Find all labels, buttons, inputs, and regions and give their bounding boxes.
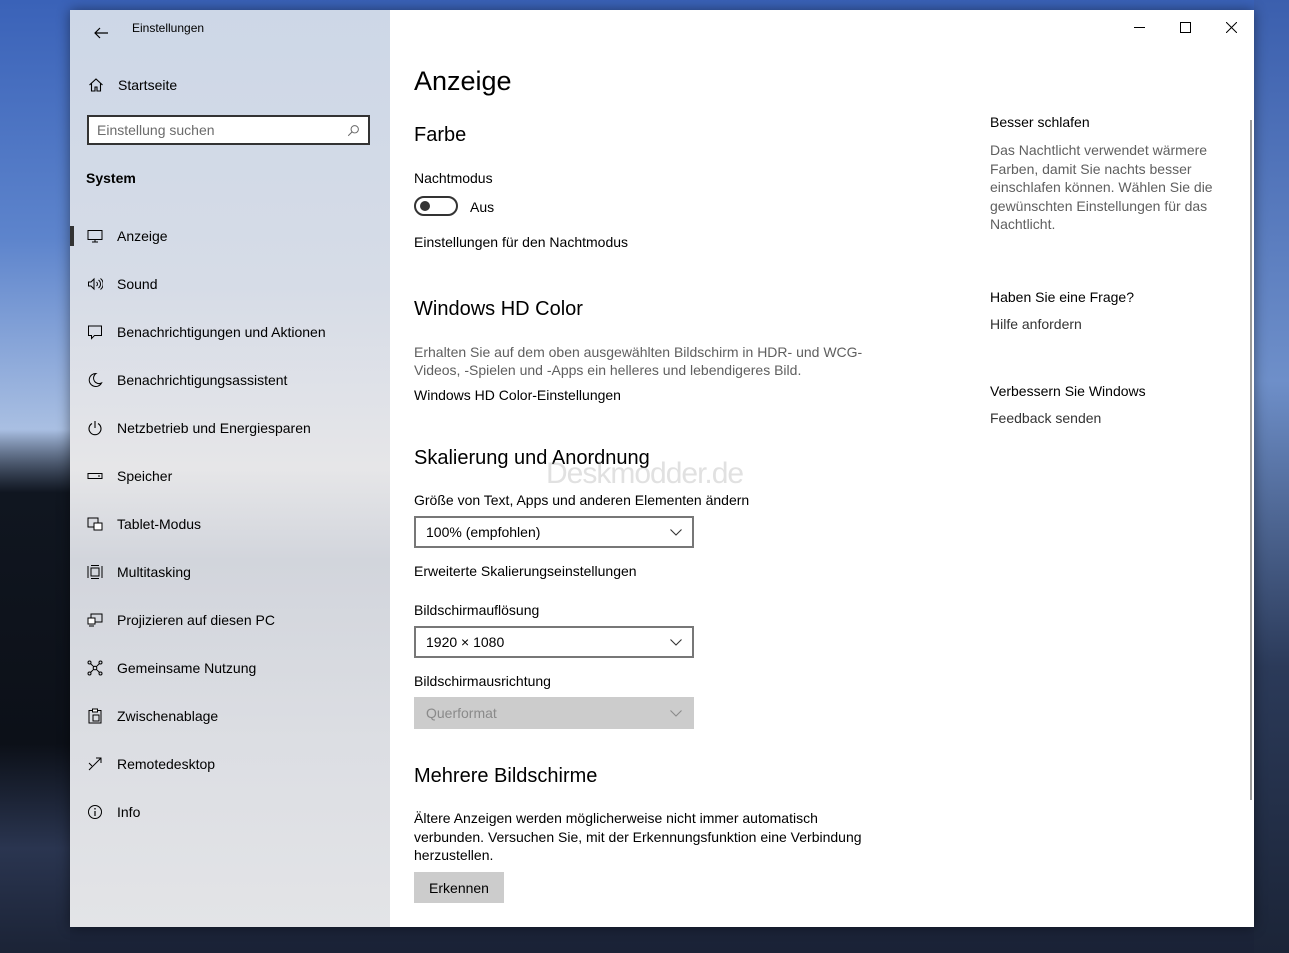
multi-heading: Mehrere Bildschirme [414,765,598,787]
orientation-dropdown [414,697,694,729]
nightmode-toggle[interactable] [414,196,458,216]
multi-description-line1: Ältere Anzeigen werden möglicherweise nicht immer automatisch [414,810,818,826]
power-icon [85,418,105,438]
size-dropdown[interactable] [414,516,694,548]
resolution-label: Bildschirmauflösung [414,602,540,618]
project-icon [85,610,105,630]
storage-icon [85,466,105,486]
sidebar-item-netzbetrieb[interactable] [70,404,390,452]
improve-heading: Verbessern Sie Windows [990,383,1146,399]
hdr-settings-link[interactable]: Windows HD Color-Einstellungen [414,387,621,403]
scrollbar[interactable] [1250,120,1252,800]
settings-window [70,10,1254,927]
orientation-dropdown-value: Querformat [426,705,497,721]
desktop-wallpaper-right [1254,0,1289,953]
search-input[interactable] [89,121,344,139]
size-label: Größe von Text, Apps und anderen Elementen ändern [414,492,750,508]
feedback-link[interactable]: Feedback senden [990,410,1102,426]
sidebar-item-benachrichtigungsassistent[interactable] [70,356,390,404]
sidebar-item-tablet-modus[interactable] [70,500,390,548]
sidebar-item-home[interactable] [70,70,390,100]
monitor-icon [85,226,105,246]
sidebar-item-label: Info [117,804,141,820]
sidebar-item-label: Projizieren auf diesen PC [117,612,275,628]
sidebar-item-projizieren[interactable] [70,596,390,644]
home-icon [86,75,106,95]
scaling-heading: Skalierung und Anordnung [414,447,650,469]
close-button[interactable] [1208,10,1254,44]
minimize-icon [1134,22,1145,33]
maximize-button[interactable] [1162,10,1208,44]
page-title: Anzeige [414,66,512,96]
sidebar-item-anzeige[interactable] [70,212,390,260]
sidebar-item-label: Tablet-Modus [117,516,202,532]
clipboard-icon [85,706,105,726]
sidebar-item-label: Sound [117,276,158,292]
chevron-down-icon [668,705,684,721]
multitasking-icon [85,562,105,582]
speaker-icon [85,274,105,294]
orientation-label: Bildschirmausrichtung [414,673,551,689]
farbe-heading: Farbe [414,124,467,146]
nightmode-toggle-state: Aus [470,199,495,215]
sidebar-item-label: Netzbetrieb und Energiesparen [117,420,311,436]
tablet-icon [85,514,105,534]
main-content [390,10,1254,927]
help-link[interactable]: Hilfe anfordern [990,316,1082,332]
sidebar-item-label: Benachrichtigungen und Aktionen [117,324,326,340]
minimize-button[interactable] [1116,10,1162,44]
section-label: System [86,170,136,186]
info-icon [85,802,105,822]
sidebar-item-label: Zwischenablage [117,708,219,724]
moon-icon [85,370,105,390]
sidebar-item-remotedesktop[interactable] [70,740,390,788]
sidebar-nav [70,212,390,836]
sidebar-item-sound[interactable] [70,260,390,308]
sidebar-item-speicher[interactable] [70,452,390,500]
size-dropdown-value: 100% (empfohlen) [426,524,541,540]
multi-description-line2: verbunden. Versuchen Sie, mit der Erkennungsfunktion eine Verbindung [414,829,862,845]
nightmode-settings-link[interactable]: Einstellungen für den Nachtmodus [414,234,629,250]
detect-button[interactable]: Erkennen [414,872,504,903]
chevron-down-icon [668,524,684,540]
share-icon [85,658,105,678]
hdr-heading: Windows HD Color [414,298,583,320]
sidebar-item-gemeinsame-nutzung[interactable] [70,644,390,692]
nightmode-label: Nachtmodus [414,170,493,186]
sidebar-item-benachrichtigungen[interactable] [70,308,390,356]
resolution-dropdown-value: 1920 × 1080 [426,634,505,650]
sleep-heading: Besser schlafen [990,114,1090,130]
sidebar-item-label: Benachrichtigungsassistent [117,372,288,388]
hdr-description-line1: Erhalten Sie auf dem oben ausgewählten Bildschirm in HDR- und WCG- [414,344,863,360]
desktop-wallpaper-left [0,430,70,953]
close-icon [1226,22,1237,33]
arrow-left-icon [93,25,109,41]
hdr-description-line2: Videos, -Spielen und -Apps ein helleres und lebendigeres Bild. [414,362,802,378]
maximize-icon [1180,22,1191,33]
window-caption-buttons [1116,10,1254,44]
sidebar-item-zwischenablage[interactable] [70,692,390,740]
back-button[interactable] [84,16,118,50]
chevron-down-icon [668,634,684,650]
sidebar-item-label: Anzeige [117,228,168,244]
sidebar-item-label: Speicher [117,468,173,484]
home-label: Startseite [118,77,178,93]
sidebar-item-label: Gemeinsame Nutzung [117,660,257,676]
multi-description-line3: herzustellen. [414,847,494,863]
sidebar-item-label: Remotedesktop [117,756,216,772]
remote-icon [85,754,105,774]
app-title: Einstellungen [132,21,205,35]
question-heading: Haben Sie eine Frage? [990,289,1134,305]
sidebar-item-multitasking[interactable] [70,548,390,596]
watermark: Deskmodder.de [546,457,744,490]
sidebar [70,10,390,927]
message-icon [85,322,105,342]
search-box [87,115,370,145]
sleep-text: Das Nachtlicht verwendet wärmere Farben, damit Sie nachts besser einschlafen können. Wählen Sie die gewünschten Einstellungen für das Nachtlicht. [990,142,1213,232]
search-icon[interactable] [344,121,362,139]
advanced-scaling-link[interactable]: Erweiterte Skalierungseinstellungen [414,563,637,579]
resolution-dropdown[interactable] [414,626,694,658]
sidebar-item-info[interactable] [70,788,390,836]
sidebar-item-label: Multitasking [117,564,191,580]
